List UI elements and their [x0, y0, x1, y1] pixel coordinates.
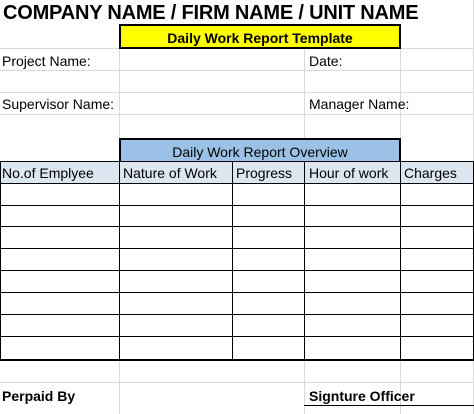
column-header-nature-of-work: Nature of Work — [123, 165, 217, 181]
signature-officer-label: Signture Officer — [309, 388, 415, 404]
table-row[interactable] — [1, 337, 473, 359]
column-header-hour-of-work: Hour of work — [309, 165, 389, 181]
table-row[interactable] — [1, 293, 473, 314]
manager-name-label: Manager Name: — [309, 96, 410, 112]
column-header-charges: Charges — [404, 165, 457, 181]
table-row[interactable] — [1, 249, 473, 270]
column-header-progress: Progress — [236, 165, 293, 181]
project-name-label: Project Name: — [2, 53, 91, 69]
table-row[interactable] — [1, 206, 473, 226]
table-row[interactable] — [1, 315, 473, 336]
template-title: Daily Work Report Template — [167, 30, 353, 46]
table-row[interactable] — [1, 271, 473, 292]
template-title-box — [119, 24, 401, 49]
table-row[interactable] — [1, 227, 473, 248]
signature-line — [304, 405, 474, 406]
date-label: Date: — [309, 53, 343, 69]
overview-title: Daily Work Report Overview — [172, 144, 348, 160]
prepared-by-label: Perpaid By — [2, 388, 76, 404]
company-title: COMPANY NAME / FIRM NAME / UNIT NAME — [3, 2, 419, 24]
overview-title-box — [119, 138, 401, 162]
table-row[interactable] — [1, 184, 473, 205]
column-header-employee: No.of Emplyee — [2, 165, 94, 181]
supervisor-name-label: Supervisor Name: — [2, 96, 115, 112]
